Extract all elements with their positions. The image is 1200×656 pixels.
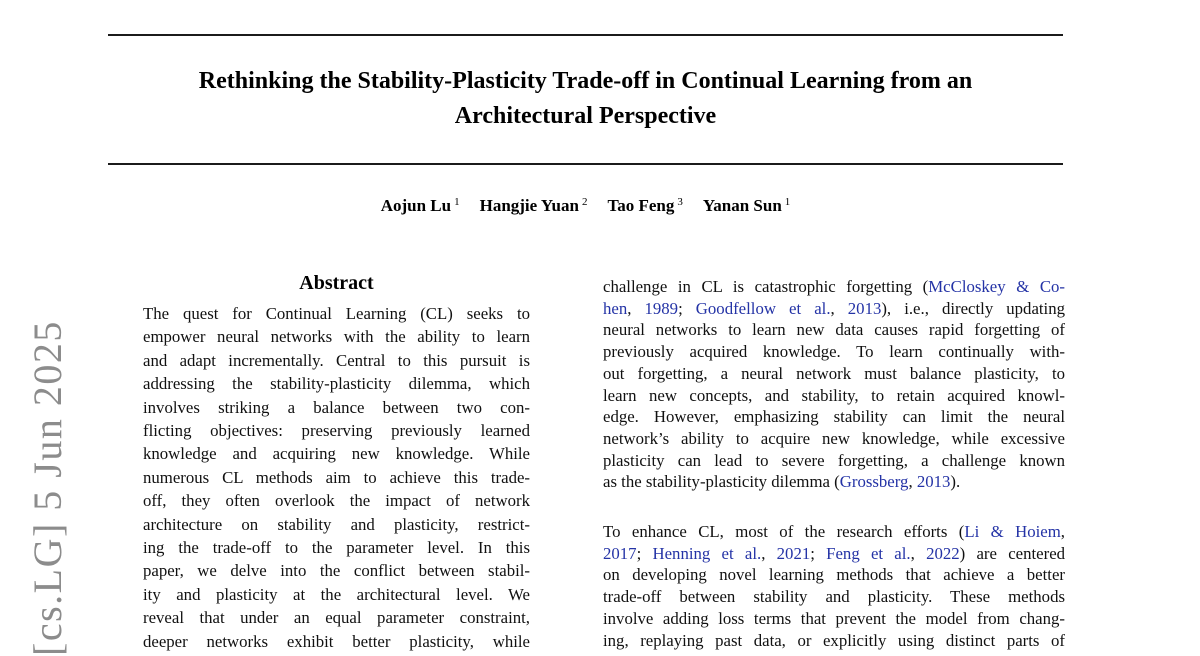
text-segment: , xyxy=(761,543,777,563)
author-name-text: Tao Feng xyxy=(607,196,675,215)
text-segment: , xyxy=(830,298,848,318)
body-line xyxy=(603,586,1065,608)
body-line xyxy=(603,341,1065,363)
author-name xyxy=(703,196,790,215)
authors-row xyxy=(108,195,1063,219)
citation-link[interactable]: 2013 xyxy=(847,298,882,318)
abstract-line: and adapt incrementally. Central to this pursuit is xyxy=(143,350,530,370)
text-segment: on developing novel learning methods that achieve a better xyxy=(603,565,1065,585)
body-line xyxy=(603,450,1065,472)
body-line xyxy=(603,406,1065,428)
citation-link[interactable]: Feng et al. xyxy=(826,543,911,563)
abstract-line: ity and plasticity at the architectural level. We xyxy=(143,584,530,604)
abstract-section xyxy=(143,302,530,653)
citation-link[interactable]: 2017 xyxy=(603,543,637,563)
paper-title xyxy=(108,64,1063,134)
citation-link[interactable]: McCloskey & Co- xyxy=(928,277,1065,296)
author-affiliation-sup: 1 xyxy=(454,196,460,208)
abstract-line: deeper networks exhibit better plasticity, while xyxy=(143,631,530,651)
text-segment: ; xyxy=(810,543,827,563)
abstract-line: knowledge and acquiring new knowledge. While xyxy=(143,444,530,464)
abstract-line: involves striking a balance between two con- xyxy=(143,397,530,417)
citation-link[interactable]: 2013 xyxy=(916,472,951,492)
body-line xyxy=(603,385,1065,407)
abstract-line: The quest for Continual Learning (CL) seeks to xyxy=(143,304,530,323)
text-segment: neural networks to learn new data causes rapid forgetting of xyxy=(603,320,1065,340)
text-segment: plasticity can lead to severe forgetting, a challenge known xyxy=(603,450,1065,470)
text-segment: trade-off between stability and plasticity. These methods xyxy=(603,587,1065,607)
citation-link[interactable]: 2022 xyxy=(926,543,960,563)
body-column xyxy=(603,276,1065,651)
text-segment: learn new concepts, and stability, to retain acquired knowl- xyxy=(603,385,1065,405)
abstract-line: ing the trade-off to the parameter level. In this xyxy=(143,538,530,558)
body-line xyxy=(603,471,1065,493)
abstract-line: paper, we delve into the conflict between stabil- xyxy=(143,561,530,581)
citation-link[interactable]: Li & Hoiem xyxy=(964,522,1061,542)
paper-title-line2: Architectural Perspective xyxy=(454,103,717,129)
body-line xyxy=(603,298,1065,320)
text-segment: as the stability-plasticity dilemma ( xyxy=(603,472,840,492)
citation-link[interactable]: Goodfellow et al. xyxy=(695,298,831,318)
paper-title-line1: Rethinking the Stability-Plasticity Trade-off in Continual Learning from an xyxy=(198,68,973,94)
body-paragraph xyxy=(603,276,1065,493)
text-segment: , xyxy=(1060,522,1065,542)
abstract-line: flicting objectives: preserving previously learned xyxy=(143,421,530,441)
author-affiliation-sup: 3 xyxy=(677,196,683,208)
author-name-text: Hangjie Yuan xyxy=(479,196,579,215)
abstract-line: architecture on stability and plasticity, restrict- xyxy=(143,514,530,534)
text-segment: ; xyxy=(636,543,653,563)
author-name xyxy=(381,196,460,215)
text-segment: network’s ability to acquire new knowledge, while excessive xyxy=(603,428,1065,448)
citation-link[interactable]: 1989 xyxy=(644,298,679,318)
text-segment: To enhance CL, most of the research efforts ( xyxy=(603,522,965,542)
citation-link[interactable]: 2021 xyxy=(776,543,811,563)
text-segment: edge. However, emphasizing stability can limit the neural xyxy=(603,407,1065,427)
text-segment: out forgetting, a neural network must balance plasticity, to xyxy=(603,363,1065,383)
body-line xyxy=(603,363,1065,385)
author-affiliation-sup: 1 xyxy=(784,196,791,208)
body-line xyxy=(603,608,1065,630)
body-line xyxy=(603,428,1065,450)
header-rule-top xyxy=(108,34,1063,36)
author-name-text: Yanan Sun xyxy=(702,196,782,215)
text-segment: ) are centered xyxy=(959,543,1066,563)
citation-link[interactable]: Grossberg xyxy=(839,472,909,492)
body-line xyxy=(603,276,1065,298)
text-segment: ; xyxy=(678,298,696,318)
body-line xyxy=(603,564,1065,586)
author-name xyxy=(480,196,588,215)
text-segment: , xyxy=(627,298,645,318)
text-segment: ). xyxy=(950,472,961,492)
text-segment: challenge in CL is catastrophic forgetting ( xyxy=(603,277,929,296)
author-affiliation-sup: 2 xyxy=(581,196,588,208)
abstract-line: addressing the stability-plasticity dilemma, which xyxy=(143,374,530,394)
text-segment: , xyxy=(910,543,927,563)
header-rule-bottom xyxy=(108,163,1063,165)
abstract-line: reveal that under an equal parameter constraint, xyxy=(143,608,530,628)
body-line xyxy=(603,521,1065,543)
text-segment: ), i.e., directly updating xyxy=(881,298,1066,318)
author-name xyxy=(607,196,682,215)
author-name-text: Aojun Lu xyxy=(380,196,452,215)
body-paragraph xyxy=(603,521,1065,651)
abstract-line: off, they often overlook the impact of network xyxy=(143,491,530,511)
abstract-line: empower neural networks with the ability to learn xyxy=(143,327,530,347)
abstract-line: numerous CL methods aim to achieve this trade- xyxy=(143,467,530,487)
citation-link[interactable]: hen xyxy=(603,298,628,318)
body-line xyxy=(603,319,1065,341)
citation-link[interactable]: Henning et al. xyxy=(652,543,762,563)
text-segment: involve adding loss terms that prevent the model from chang- xyxy=(603,608,1065,628)
text-segment: , xyxy=(908,472,917,492)
abstract-heading: Abstract xyxy=(299,272,374,294)
body-line xyxy=(603,543,1065,565)
arxiv-watermark: [cs.LG] 5 Jun 2025 xyxy=(25,320,70,656)
text-segment: previously acquired knowledge. To learn continually with- xyxy=(603,342,1065,362)
text-segment: ing, replaying past data, or explicitly using distinct parts of xyxy=(603,630,1065,650)
